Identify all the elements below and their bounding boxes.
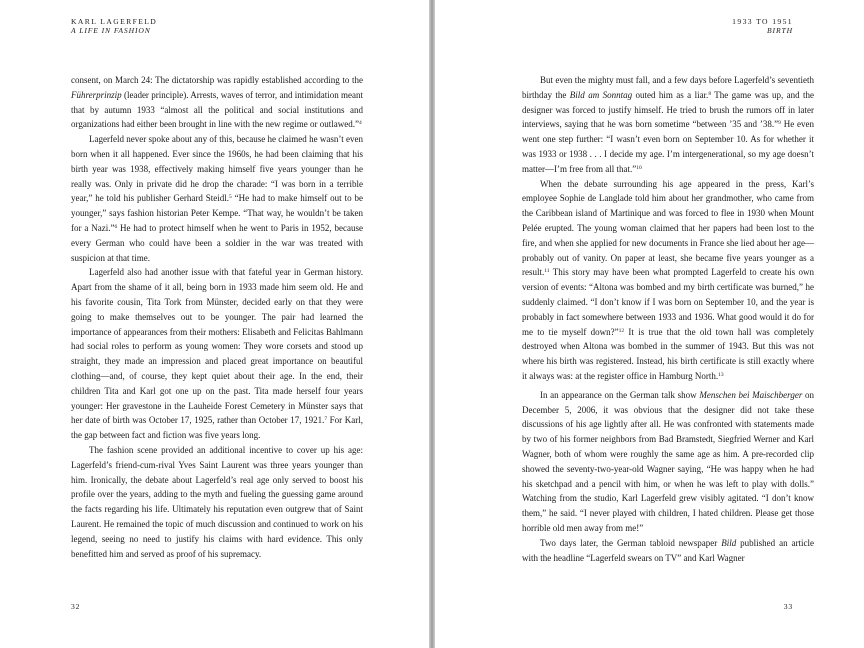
- text-run: consent, on March 24: The dictatorship was rapidly established according to the: [71, 75, 363, 85]
- text-run: This story may have been what prompted Lagerfeld to create his own version of events: “Altona was bombed and my birth certificate was burned,” he suddenly claimed. “I don’t know if I was born on September 10, and the year is probably in fact somewhere between 1933 and 1936. What good would it do for me to tie myself down?”: [522, 267, 814, 337]
- footnote-ref: 4: [359, 120, 362, 127]
- footnote-ref: 11: [544, 268, 550, 275]
- text-run: Lagerfeld never spoke about any of this, because he claimed he wasn’t even born when it all happened. Ever since the 1960s, he had been claiming that his birth year was 1938, effectively making himself five years younger than he really was. Only in private did he drop the charade: “I was born in a terrible year,” he told his publisher Gerhard Steidl.: [71, 134, 363, 204]
- text-run: “He had to make himself out to be younger,” says fashion historian Peter Kempe. “That way, he wouldn’t be taken for a Nazi.”: [71, 193, 363, 233]
- page-number-right: 33: [783, 602, 793, 611]
- italic-text: Führerprinzip: [71, 89, 122, 100]
- running-head-years: 1933 TO 1951: [732, 17, 793, 26]
- footnote-ref: 8: [708, 90, 712, 97]
- text-run: published an article with the headline “Lagerfeld swears on TV” and Karl Wagner: [522, 537, 815, 563]
- italic-text: Bild: [721, 537, 737, 548]
- paragraph: [522, 536, 814, 566]
- paragraph: [522, 177, 814, 384]
- paragraph: [71, 73, 363, 132]
- running-head-right: [732, 17, 793, 35]
- paragraph: [522, 388, 814, 536]
- text-run: on December 5, 2006, it was obvious that the designer did not take these discussions of his age lightly after all. He was confronted with statements made by two of his former neighbors from Bad Bramstedt, Siegfried Werner and Karl Wagner, both of whom were roughly the same age as him. A pre-recorded clip showed the seventy-two-year-old Wagner saying, “He was happy when he had his sketchpad and a pencil with him, or when he was left to play with dolls.” Watching from the studio, Karl Lagerfeld grew visibly agitated. “I don’t know them,” he said. “I never played with children, I hated children. Please get those horrible old men away from me!”: [522, 389, 815, 533]
- text-run: But even the mighty must fall, and a few days before Lagerfeld’s seventieth birthday the: [522, 75, 814, 100]
- footnote-ref: 9: [778, 120, 781, 127]
- paragraph: [71, 443, 363, 561]
- text-run: Two days later, the German tabloid newspaper: [540, 537, 722, 548]
- italic-text: Bild am Sonntag: [569, 89, 633, 100]
- text-run: In an appearance on the German talk show: [540, 389, 700, 400]
- footnote-ref: 7: [324, 416, 328, 423]
- running-head-left: [71, 17, 157, 35]
- footnote-ref: 10: [636, 164, 642, 171]
- text-run: For Karl, the gap between fact and fiction was five years long.: [71, 415, 363, 441]
- footnote-ref: 6: [114, 223, 118, 230]
- right-page: [435, 0, 864, 648]
- running-head-author: KARL LAGERFELD: [71, 17, 158, 26]
- text-run: It is true that the old town hall was completely destroyed when Altona was bombed in the summer of 1943. But this was not where his birth was registered. Instead, his birth certificate is still exactly where it always was: at the register office in Hamburg North.: [522, 326, 814, 381]
- text-run: When the debate surrounding his age appeared in the press, Karl’s employee Sophie de Langlade told him about her grandmother, who came from the Caribbean island of Martinique and was forced to flee in 1930 when Mount Pelée erupted. The young woman claimed that her papers had been lost to the fire, and when she applied for new documents in France she lied about her age—probably out of vanity. On paper at least, she became five years younger as a result.: [522, 178, 814, 278]
- page-number-left: 32: [71, 602, 81, 611]
- paragraph: [522, 73, 814, 177]
- text-run: He even went one step further: “I wasn’t even born on September 10. As for whether it was 1933 or 1938 . . . I decide my age. I’m intergenerational, so my age doesn’t matter—I’m free from all that.”: [522, 119, 814, 174]
- running-head-chapter: BIRTH: [766, 26, 793, 35]
- text-run: The fashion scene provided an additional incentive to cover up his age: Lagerfeld’s friend-cum-rival Yves Saint Laurent was three years younger than him. Ironically, the debate about Lagerfeld’s real age only served to boost his profile over the years, adding to the myth and fueling the guessing game around the facts regarding his life. Ultimately his reputation even outgrew that of Saint Laurent. He remained the topic of much discussion and continued to work on his legend, seeing no need to justify his claims with hard evidence. This only benefitted him and served as proof of his supremacy.: [71, 444, 363, 559]
- italic-text: Menschen bei Maischberger: [699, 389, 803, 400]
- text-run: Lagerfeld also had another issue with that fateful year in German history. Apart from the shame of it all, being born in 1933 made him seem old. He and his favorite cousin, Tita Tork from Münster, decided early on that they were going to make themselves out to be younger. The pair had learned the importance of appearances from their mothers: Elisabeth and Felicitas Bahlmann had social roles to perform as young women: They wore corsets and stood up straight, they made an impression and placed great importance on beautiful clothing—and, of course, they kept quiet about their age. In the end, their children Tita and Karl got one up on the past. Tita made herself four years younger: Her gravestone in the Lauheide Forest Cemetery in Münster says that her date of birth was October 17, 1925, rather than October 17, 1921.: [71, 267, 363, 426]
- text-run: The game was up, and the designer was forced to justify himself. He tried to brush the rumors off in later interviews, saying that he was born sometime “between ’35 and ’38.”: [522, 89, 814, 130]
- right-body-text: [522, 73, 814, 565]
- text-run: outed him as a liar.: [632, 89, 709, 100]
- left-body-text: [71, 73, 363, 561]
- text-run: (leader principle). Arrests, waves of terror, and intimidation meant that by autumn 1933 “almost all the political and social institutions and organizations had either been brought in line with the new regime or outlawed.”: [71, 89, 363, 130]
- running-head-book-title: A LIFE IN FASHION: [71, 26, 151, 35]
- footnote-ref: 13: [718, 371, 724, 378]
- footnote-ref: 5: [229, 194, 232, 201]
- footnote-ref: 12: [618, 327, 625, 334]
- paragraph: [71, 265, 363, 443]
- text-run: He had to protect himself when he went to Paris in 1952, because every German who could have been a soldier in the war was treated with suspicion at that time.: [71, 222, 363, 263]
- paragraph: [71, 132, 363, 265]
- left-page: [0, 0, 429, 648]
